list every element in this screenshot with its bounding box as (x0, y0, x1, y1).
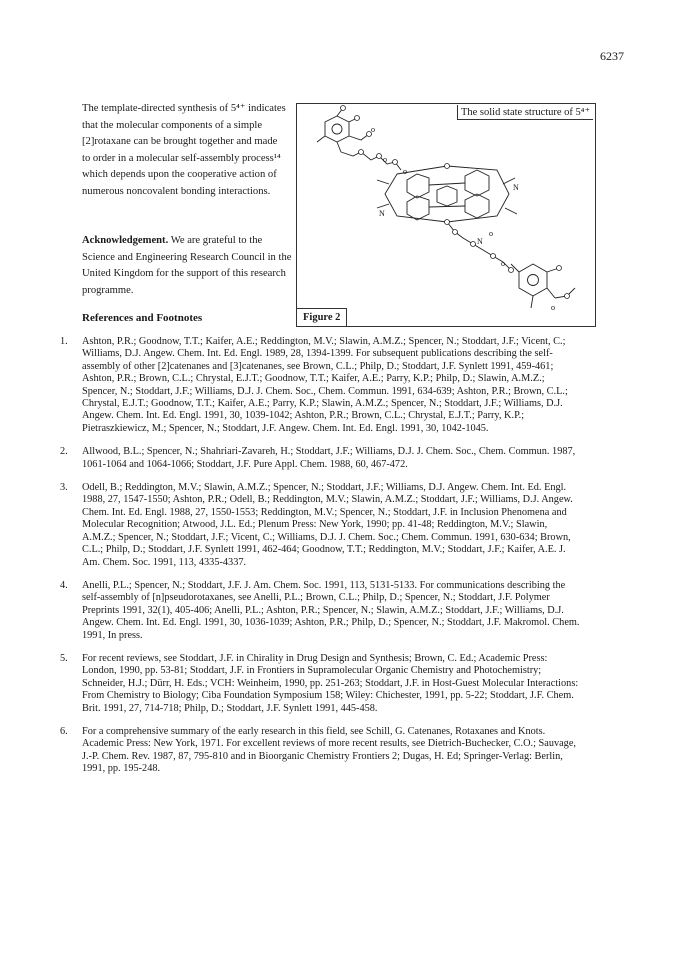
page-number: 6237 (600, 49, 624, 63)
reference-number: 3. (60, 482, 68, 494)
reference-number: 2. (60, 446, 68, 458)
atom-label-o: o (403, 167, 407, 176)
atom-label-o: o (501, 259, 505, 268)
reference-item (60, 653, 580, 715)
acknowledgement-paragraph (82, 233, 292, 299)
reference-text: Ashton, P.R.; Goodnow, T.T.; Kaifer, A.E.; Reddington, M.V.; Slawin, A.M.Z.; Spencer, N.; Stoddart, J.F.; Vicent, C.; Williams, D.J. Angew. Chem. Int. Ed. Engl. 1989, 28, 1394-1399. For subsequent publications describing the self-assembly of other [2]catenanes and [3]catenanes, see Brown, C.L.; Philp, D.; Stoddart, J.F. Synlett 1991, 459-461; Ashton, P.R.; Brown, C.L.; Chrystal, E.J.T.; Goodnow, T.T.; Kaifer, A.E.; Parry, K.P.; Philp, D.; Slawin, A.M.Z.; Spencer, N.; Stoddart, J.F.; Williams, D.J. J. Chem. Soc., Chem. Commun. 1991, 634-639; Ashton, P.R.; Brown, C.L.; Chrystal, E.J.T.; Goodnow, T.T.; Kaifer, A.E.; Parry, K.P.; Slawin, A.M.Z.; Spencer, N.; Stoddart, J.F.; Williams, D.J. Angew. Chem. Int. Ed. Engl. 1991, 30, 1039-1042; Ashton, P.R.; Brown, C.L.; Chrystal, E.J.T.; Parry, K.P.; Pietraszkiewicz, M.; Spencer, N.; Stoddart, J.F. Angew. Chem. Int. Ed. Engl. 1991, 30, 1042-1045. (82, 336, 568, 434)
reference-text: Odell, B.; Reddington, M.V.; Slawin, A.M.Z.; Spencer, N.; Stoddart, J.F.; Williams, D.J. Angew. Chem. Int. Ed. Engl. 1988, 27, 1547-1550; Ashton, P.R.; Odell, B.; Reddington, M.V.; Slawin, A.M.Z.; Stoddart, J.F.; Williams, D.J. Angew. Chem. Int. Ed. Engl. 1988, 27, 1550-1553; Reddington, M.V.; Spencer, N.; Stoddart, J.F. in Inclusion Phenomena and Molecular Recognition; Atwood, J.L. Ed.; Plenum Press: New York, 1990; pp. 41-48; Reddington, M.V.; Slawin, A.M.Z.; Spencer, N.; Stoddart, J.F.; Vicent, C.; Williams, D.J. J. Chem. Soc.; Chem. Commun. 1991, 630-634; Brown, C.L.; Philp, D.; Stoddart, J.F. Synlett 1991, 462-464; Goodnow, T.T.; Reddington, M.V.; Stoddart, J.F.; Kaifer, A.E. J. Am. Chem. Soc. 1991, 113, 4335-4337. (82, 482, 573, 568)
reference-number: 4. (60, 579, 68, 591)
reference-text: For a comprehensive summary of the early research in this field, see Schill, G. Catenanes, Rotaxanes and Knots. Academic Press: New York, 1971. For excellent reviews of more recent results, see Dietrich-Buchecker, C.O.; Sauvage, J.-P. Chem. Rev. 1987, 87, 795-810 and in Bioorganic Chemistry Frontiers 2; Dugas, H. Ed; Springer-Verlag: Berlin, 1991, pp. 195-248. (82, 725, 576, 775)
reference-text: Allwood, B.L.; Spencer, N.; Shahriari-Zavareh, H.; Stoddart, J.F.; Williams, D.J. J. Chem. Soc., Chem. Commun. 1987, 1061-1064 and 1064-1066; Stoddart, J.F. Pure Appl. Chem. 1988, 60, 467-472. (82, 446, 576, 470)
reference-item (60, 336, 580, 435)
references-list (60, 336, 580, 787)
figure-title: The solid state structure of 5⁴⁺ (457, 105, 593, 120)
reference-number: 6. (60, 725, 68, 737)
reference-item (60, 482, 580, 569)
reference-item (60, 580, 580, 642)
reference-text: Anelli, P.L.; Spencer, N.; Stoddart, J.F. J. Am. Chem. Soc. 1991, 113, 5131-5133. For communications describing the self-assembly of [n]pseudorotaxanes, see Anelli, P.L.; Brown, C.L.; Philp, D.; Spencer, N.; Stoddart, J.F. Polymer Preprints 1991, 32(1), 405-406; Anelli, P.L.; Ashton, P.R.; Spencer, N.; Slawin, A.M.Z.; Stoddart, J.F.; Williams, D.J. Angew. Chem. Int. Ed. Engl. 1991, 30, 1036-1039; Ashton, P.R.; Philp, D.; Spencer, N.; Stoddart, J.F. Makromol. Chem. 1991, In press. (82, 579, 580, 641)
atom-label-n: N (379, 209, 385, 218)
figure-2 (296, 103, 596, 327)
atom-label-n: N (513, 183, 519, 192)
atom-label-o: o (489, 229, 493, 238)
atom-label-o: o (383, 155, 387, 164)
intro-paragraph: The template-directed synthesis of 5⁴⁺ indicates that the molecular components of a simple [2]rotaxane can be brought together and made to order in a molecular self-assembly process¹⁴ which depends upon the cooperative action of numerous noncovalent bonding interactions. (82, 103, 286, 197)
atom-label-o: o (551, 303, 555, 312)
atom-label-o: o (371, 125, 375, 134)
acknowledgement-heading: Acknowledgement. (82, 235, 169, 246)
reference-item (60, 726, 580, 776)
reference-text: For recent reviews, see Stoddart, J.F. in Chirality in Drug Design and Synthesis; Brown, C. Ed.; Academic Press: London, 1990, pp. 53-81; Stoddart, J.F. in Frontiers in Supramolecular Organic Chemistry and Photochemistry; Schneider, H.J.; Dürr, H. Eds.; VCH: Weinheim, 1990, pp. 251-263; Stoddart, J.F. in Host-Guest Molecular Interactions: From Chemistry to Biology; Ciba Foundation Symposium 158; Wiley: Chichester, 1991, pp. 5-22; Stoddart, J.F. Chem. Brit. 1991, 27, 714-718; Philp, D.; Stoddart, J.F. Synlett 1991, 445-458. (82, 652, 579, 714)
atom-label-n: N (477, 237, 483, 246)
acknowledgement-text: We are grateful to the Science and Engineering Research Council in the United Kingdom for the support of this research programme. (82, 235, 292, 296)
references-heading: References and Footnotes (82, 312, 203, 324)
reference-item (60, 446, 580, 471)
crystal-structure-drawing (297, 104, 595, 326)
reference-number: 5. (60, 652, 68, 664)
figure-label: Figure 2 (297, 308, 347, 326)
reference-number: 1. (60, 336, 68, 347)
